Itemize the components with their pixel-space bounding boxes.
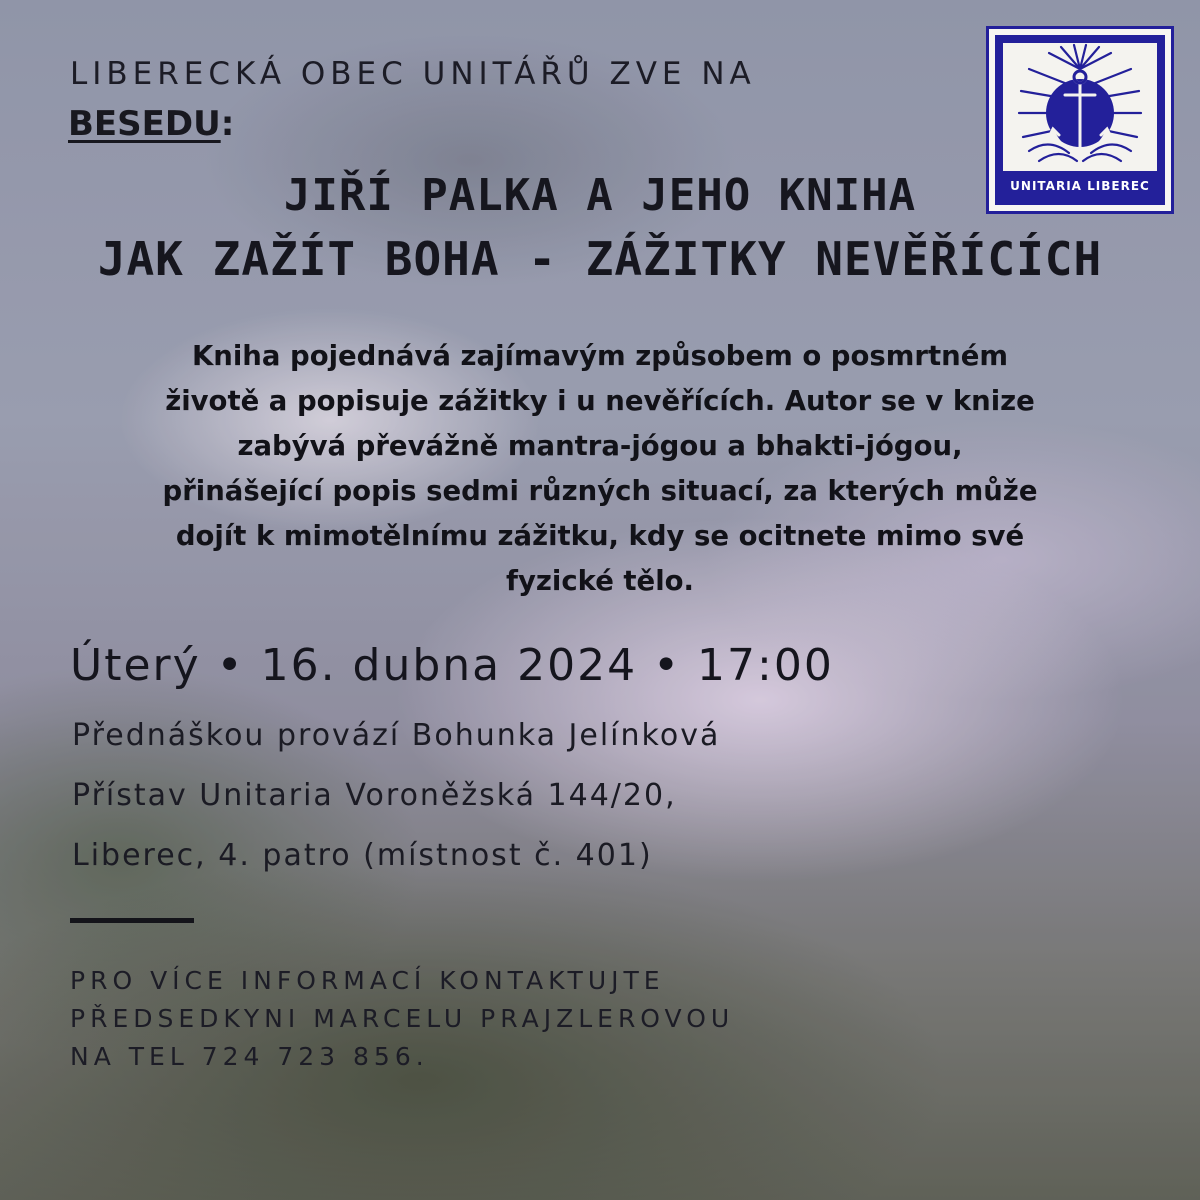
venue-room: Liberec, 4. patro (místnost č. 401) <box>72 838 653 873</box>
description-line: zabývá převážně mantra-jógou a bhakti-jógou, <box>237 430 963 462</box>
description-line: životě a popisuje zážitky i u nevěřících. Autor se v knize <box>165 385 1035 417</box>
contact-info <box>70 962 734 1076</box>
divider <box>70 918 194 923</box>
logo-label: UNITARIA LIBEREC <box>1010 179 1150 193</box>
contact-line: PRO VÍCE INFORMACÍ KONTAKTUJTE <box>70 966 665 995</box>
title-line-2: JAK ZAŽÍT BOHA - ZÁŽITKY NEVĚŘÍCÍCH <box>97 232 1103 286</box>
event-date-time: Úterý • 16. dubna 2024 • 17:00 <box>70 640 834 691</box>
description-line: Kniha pojednává zajímavým způsobem o posmrtném <box>191 340 1009 372</box>
event-type <box>68 104 234 144</box>
contact-line: PŘEDSEDKYNI MARCELU PRAJZLEROVOU <box>70 1004 735 1033</box>
title-line-1: JIŘÍ PALKA A JEHO KNIHA <box>283 170 917 221</box>
event-type-colon: : <box>220 104 235 144</box>
contact-line: NA TEL 724 723 856. <box>70 1042 429 1071</box>
description-line: přinášející popis sedmi různých situací, za kterých může <box>162 475 1038 507</box>
invitation-heading: LIBERECKÁ OBEC UNITÁŘŮ ZVE NA <box>70 56 756 92</box>
lecturer: Přednáškou provází Bohunka Jelínková <box>72 718 721 753</box>
unitaria-logo <box>986 26 1174 214</box>
book-description <box>70 334 1130 604</box>
description-line: fyzické tělo. <box>506 565 694 597</box>
event-type-word: BESEDU <box>68 104 221 144</box>
venue-address: Přístav Unitaria Voroněžská 144/20, <box>72 778 677 813</box>
description-line: dojít k mimotělnímu zážitku, kdy se ocitnete mimo své <box>175 520 1025 552</box>
